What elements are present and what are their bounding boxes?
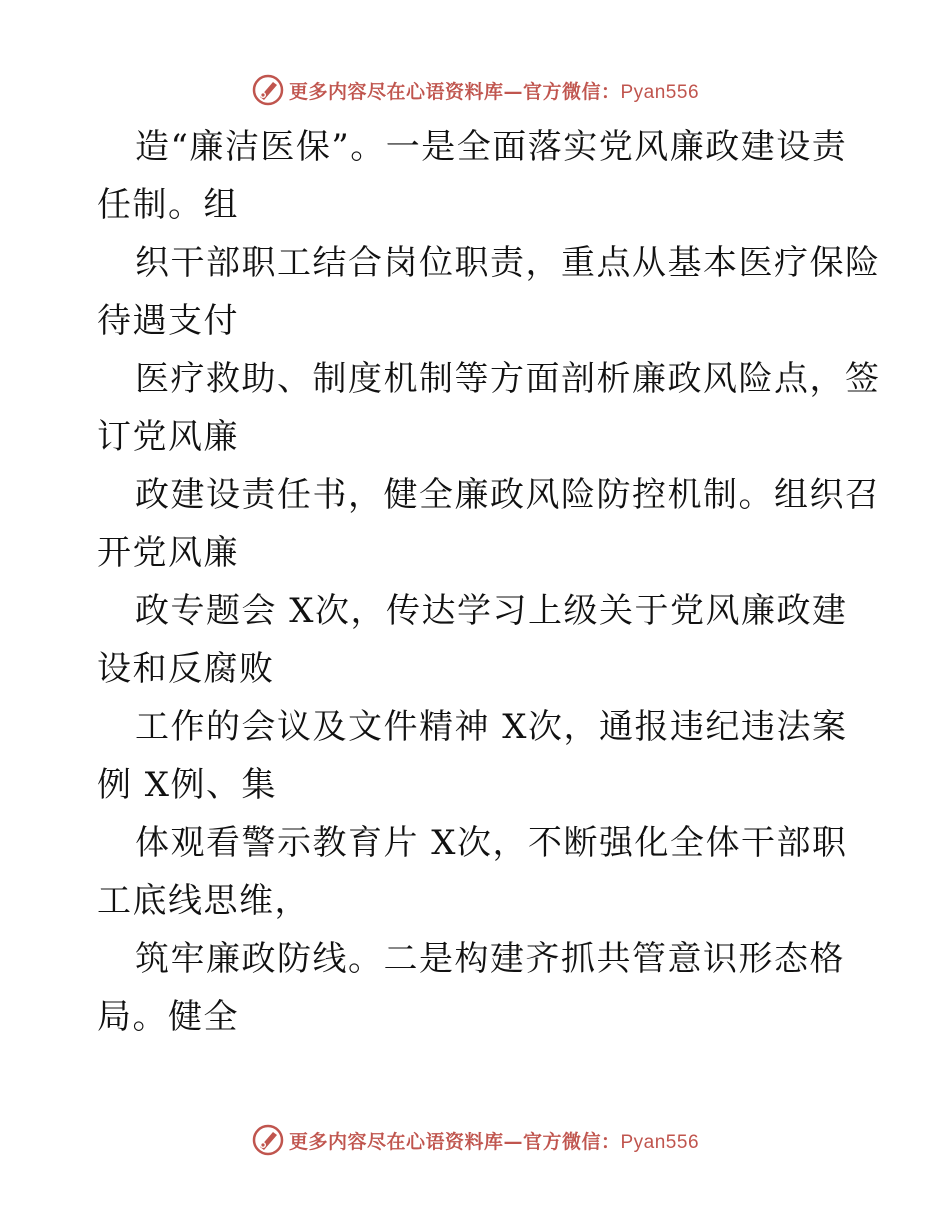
text-line: 工底线思维， [97, 881, 310, 921]
pen-seal-icon [251, 73, 285, 107]
wechat-id: Pyan556 [620, 1131, 700, 1153]
text-line: 设和反腐败 [97, 649, 275, 689]
banner-text: 更多内容尽在心语资料库—官方微信：Pyan556 [288, 80, 700, 103]
document-body [97, 118, 881, 1046]
wechat-id: Pyan556 [620, 81, 700, 103]
banner-text: 更多内容尽在心语资料库—官方微信：Pyan556 [288, 1130, 700, 1153]
text-line: 织干部职工结合岗位职责，重点从基本医疗保险 [135, 243, 881, 283]
text-line: 体观看警示教育片 X次，不断强化全体干部职 [135, 823, 848, 863]
footer-banner [0, 1120, 950, 1160]
text-line: 待遇支付 [97, 301, 239, 341]
text-line: 政建设责任书，健全廉政风险防控机制。组织召 [135, 475, 881, 515]
text-line: 政专题会 X次，传达学习上级关于党风廉政建 [135, 591, 848, 631]
text-line: 造“廉洁医保”。一是全面落实党风廉政建设责 [135, 127, 848, 167]
text-line: 例 X例、集 [97, 765, 278, 805]
text-line: 局。健全 [97, 997, 239, 1037]
text-line: 开党风廉 [97, 533, 239, 573]
text-line: 任制。组 [97, 185, 239, 225]
text-line: 筑牢廉政防线。二是构建齐抓共管意识形态格 [135, 939, 845, 979]
pen-seal-icon [251, 1123, 285, 1157]
text-line: 工作的会议及文件精神 X次，通报违纪违法案 [135, 707, 848, 747]
text-line: 医疗救助、制度机制等方面剖析廉政风险点，签 [135, 359, 881, 399]
header-banner [0, 70, 950, 110]
text-line: 订党风廉 [97, 417, 239, 457]
